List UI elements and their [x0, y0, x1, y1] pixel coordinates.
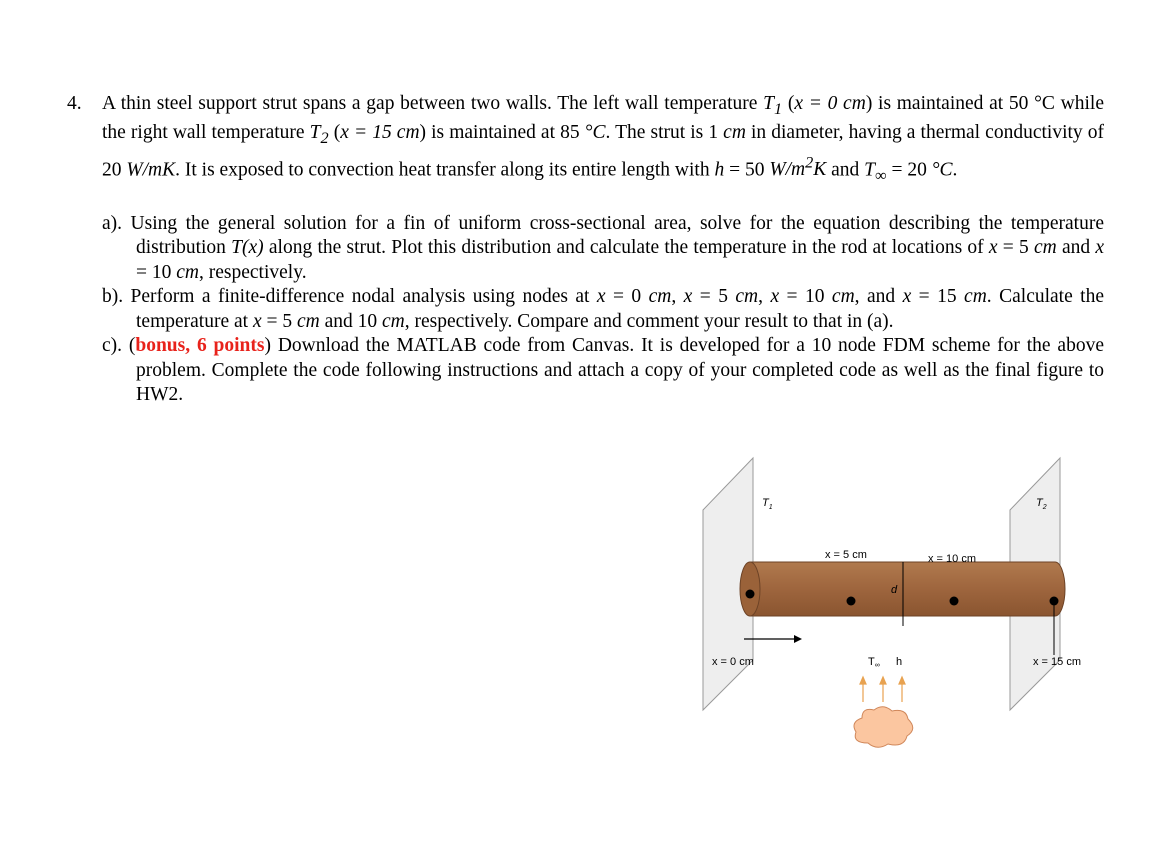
label-x10: x = 10 cm	[928, 553, 976, 565]
bonus-label: bonus, 6 points	[135, 335, 265, 357]
convection-arrows	[860, 677, 905, 702]
part-a: a). Using the general solution for a fin of uniform cross-sectional area, solve for the equation describing the temperature distribution T(x) along the strut. Plot this distribution and calculate the temperature in the rod at locations of x = 5 cm and x = 10 cm, respectively.	[102, 212, 1105, 283]
convection-arrowhead-2	[880, 677, 886, 684]
label-Tinf: T∞	[868, 656, 880, 669]
problem-parts	[102, 212, 1104, 408]
label-T1: $T_1$	[762, 497, 773, 511]
label-x5: x = 5 cm	[825, 549, 867, 561]
node-x10	[950, 597, 959, 606]
node-x0	[746, 590, 755, 599]
rod-left-end	[740, 562, 760, 616]
label-d: d	[891, 584, 898, 596]
problem-statement: A thin steel support strut spans a gap between two walls. The left wall temperature $T_1$ (x = 0 cm) is maintained at 50 °C while the right wall temperature $T_2$ (x = 15 cm) is maintained at 85 °C. The strut is 1 cm in diameter, having a thermal conductivity of 20 W/mK. It is exposed to convection heat transfer along its entire length with h = 50 $W/m^2K$ and $T_\infty = 20$ °C.	[102, 93, 1104, 185]
x-axis-arrowhead	[794, 635, 802, 643]
problem-number: 4.	[67, 93, 82, 114]
label-x15: x = 15 cm	[1033, 656, 1081, 668]
part-c: c). (bonus, 6 points) Download the MATLAB code from Canvas. It is developed for a 10 node FDM scheme for the above problem. Complete the code following instructions and attach a copy of your completed code as well as the final figure to HW2.	[102, 335, 1104, 406]
convection-arrowhead-3	[899, 677, 905, 684]
strut-diagram	[690, 450, 1110, 760]
strut-rod	[750, 562, 1065, 616]
cloud-icon	[854, 707, 913, 748]
convection-arrowhead-1	[860, 677, 866, 684]
problem-4	[62, 92, 1104, 408]
label-T2: $T_2$	[1036, 497, 1047, 511]
label-x0: x = 0 cm	[712, 656, 754, 668]
node-x5	[847, 597, 856, 606]
part-b: b). Perform a finite-difference nodal analysis using nodes at x = 0 cm, x = 5 cm, x = 10 cm, and x = 15 cm. Calculate the temperature at x = 5 cm and 10 cm, respectively. Compare and comment your result to that in (a).	[102, 286, 1104, 332]
label-h: h	[896, 656, 903, 668]
